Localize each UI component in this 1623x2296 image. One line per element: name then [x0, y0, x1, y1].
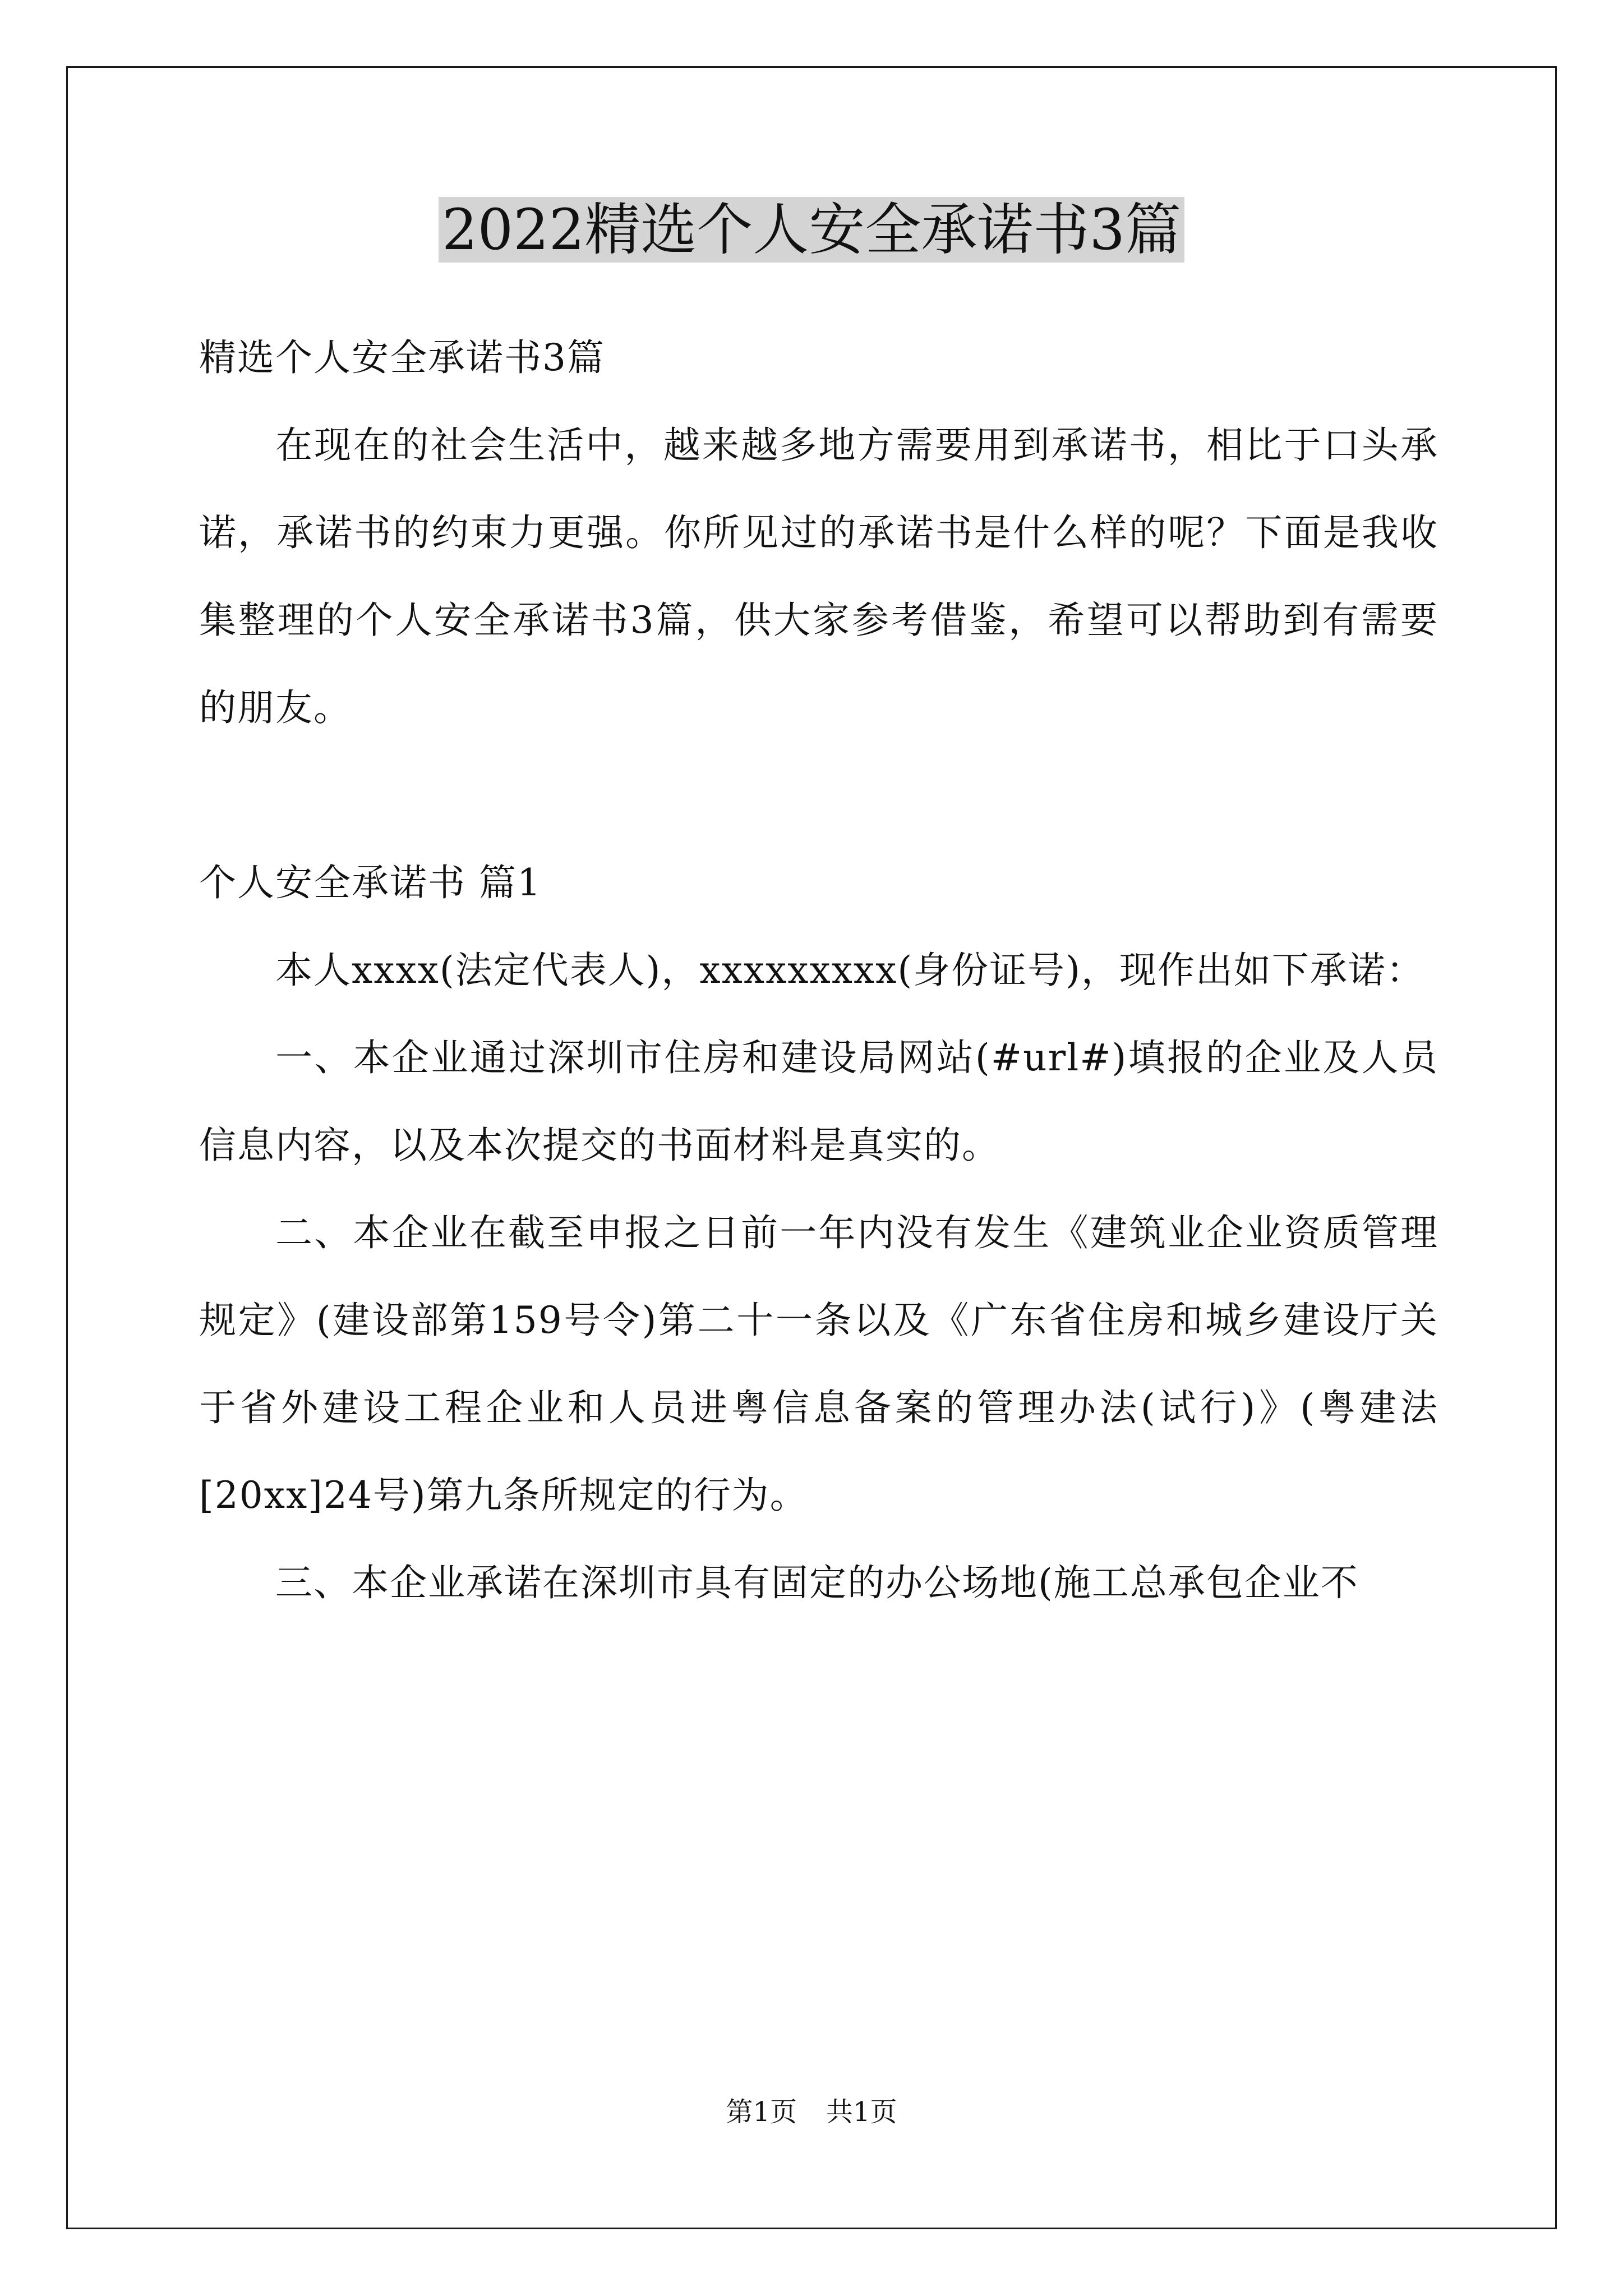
section-paragraph: 二、本企业在截至申报之日前一年内没有发生《建筑业企业资质管理规定》(建设部第159号令)第二十一条以及《广东省住房和城乡建设厅关于省外建设工程企业和人员进粤信息备案的管理办法(试行)》(粤建法[20xx]24号)第九条所规定的行为。 [199, 1211, 1438, 1517]
document-title-text: 2022精选个人安全承诺书3篇 [439, 197, 1184, 263]
document-body [199, 314, 1438, 1627]
document-title [0, 194, 1623, 266]
page-footer [0, 2095, 1623, 2129]
page-number: 第1页 [726, 2096, 797, 2128]
intro-paragraph: 在现在的社会生活中，越来越多地方需要用到承诺书，相比于口头承诺，承诺书的约束力更强。你所见过的承诺书是什么样的呢？下面是我收集整理的个人安全承诺书3篇，供大家参考借鉴，希望可以帮助到有需要的朋友。 [199, 424, 1438, 729]
section-heading: 个人安全承诺书 篇1 [199, 861, 542, 904]
section-paragraph: 一、本企业通过深圳市住房和建设局网站(#url#)填报的企业及人员信息内容，以及本次提交的书面材料是真实的。 [199, 1036, 1438, 1167]
document-subtitle: 精选个人安全承诺书3篇 [199, 336, 605, 379]
section-paragraph: 本人xxxx(法定代表人)，xxxxxxxxx(身份证号)，现作出如下承诺： [275, 949, 1424, 992]
page-total: 共1页 [826, 2096, 897, 2128]
section-spacer [199, 752, 1438, 839]
section-paragraph: 三、本企业承诺在深圳市具有固定的办公场地(施工总承包企业不 [275, 1561, 1359, 1604]
